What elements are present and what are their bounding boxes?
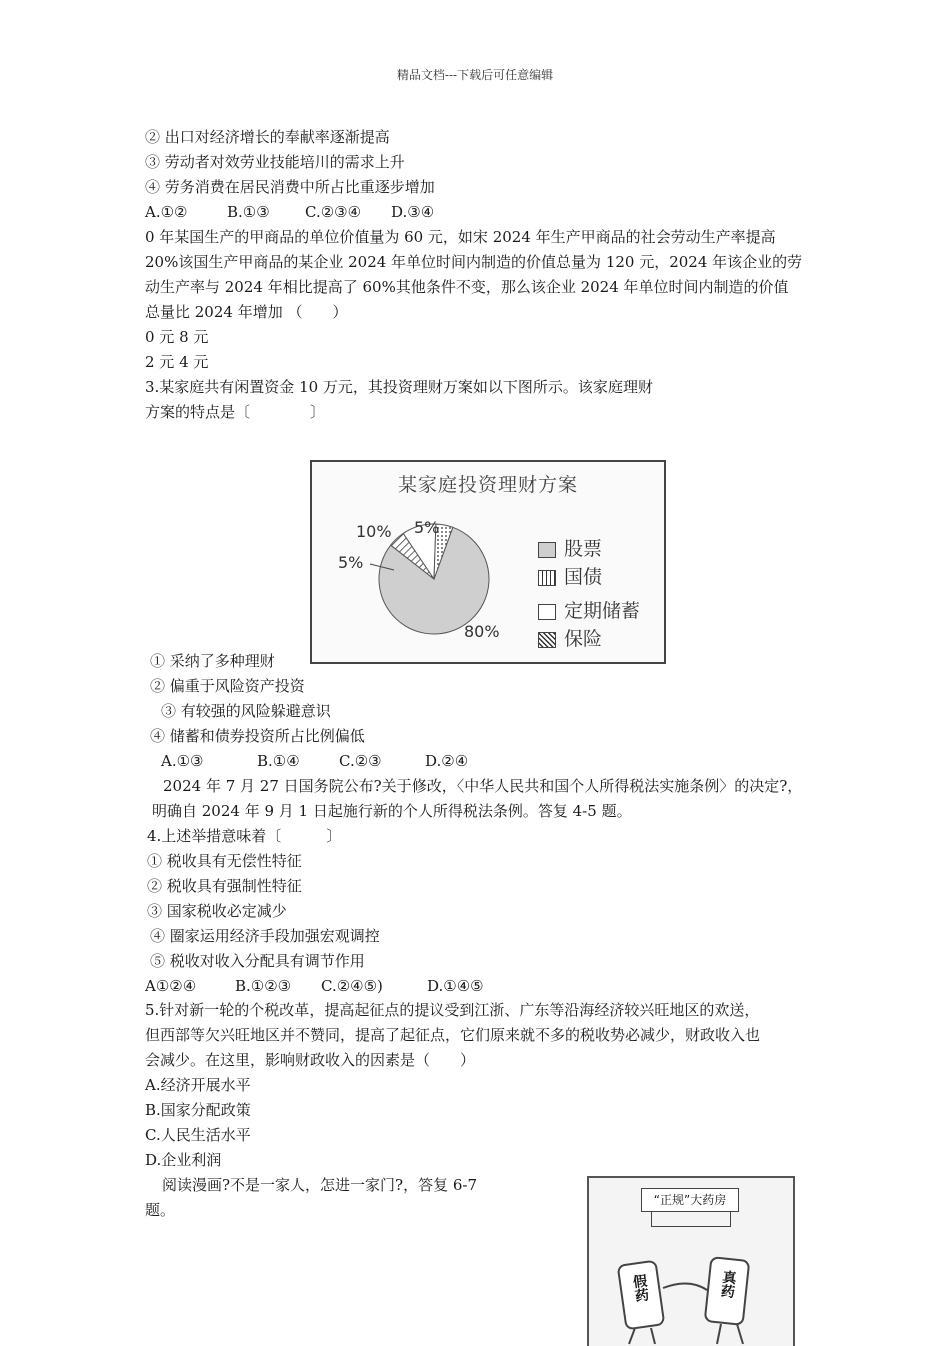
cartoon-intro-line-2: 题。 [145, 1201, 176, 1219]
q5-text-line-1: 5.针对新一轮的个税改革，提高起征点的提议受到江浙、广东等沿海经济较兴旺地区的欢送， [145, 1001, 760, 1019]
statement-4: ④ 劳务消费在居民消费中所占比重逐步增加 [145, 178, 435, 196]
page-header: 精品文档---下载后可任意编辑 [396, 68, 554, 82]
q2-options-2: 2 元 4 元 [145, 353, 209, 371]
q2-text-line-1: 0 年某国生产的甲商品的单位价值量为 60 元，如宋 2024 年生产甲商品的社会劳动生产率提高 [145, 228, 776, 246]
q5-option-c: C.人民生活水平 [145, 1126, 251, 1144]
option-b: B.①②③ [235, 977, 292, 995]
q3-text-line-1: 3.某家庭共有闲置资金 10 万元，其投资理财万案如以下图所示。该家庭理财 [145, 378, 653, 396]
option-d: D.①④⑤ [427, 977, 484, 995]
q4-options [145, 976, 484, 996]
option-d: D.③④ [391, 203, 435, 221]
q3-statement-3: ③ 有较强的风险躲避意识 [161, 702, 331, 720]
q4-statement-1: ① 税收具有无偿性特征 [147, 852, 302, 870]
passage-line-1: 2024 年 7 月 27 日国务院公布?关于修改，〈中华人民共和国个人所得税法实施条例〉的决定?， [163, 777, 803, 795]
q2-text-line-4: 总量比 2024 年增加 （ ） [145, 303, 348, 321]
q5-option-d: D.企业利润 [145, 1151, 222, 1169]
option-a: A.①③ [161, 752, 204, 770]
cartoon-drawing [589, 1178, 793, 1346]
option-c: C.②③ [339, 752, 382, 770]
legend-label-stocks: 股票 [564, 538, 603, 560]
option-b: B.①③ [227, 203, 270, 221]
option-d: D.②④ [425, 752, 469, 770]
q3-options [161, 751, 468, 771]
q2-options-1: 0 元 8 元 [145, 328, 209, 346]
legend-stocks [538, 534, 602, 561]
legend-label-bonds: 国债 [564, 566, 603, 588]
q3-statement-2: ② 偏重于风险资产投资 [150, 677, 305, 695]
pharmacy-sign: “正规”大药房 [641, 1188, 739, 1212]
option-c: C.②④⑤) [321, 977, 383, 995]
label-10-percent: 10% [356, 522, 392, 541]
fake-medicine-label: 假药 [630, 1273, 650, 1304]
q5-option-a: A.经济开展水平 [145, 1076, 251, 1094]
option-a: A①②④ [145, 977, 197, 995]
legend-swatch-insurance [538, 632, 556, 648]
real-medicine-label: 真药 [718, 1269, 738, 1299]
legend-swatch-stocks [538, 542, 556, 558]
legend-label-deposits: 定期储蓄 [564, 600, 641, 622]
legend-deposits [538, 596, 640, 623]
q4-stem: 4.上述举措意味着〔 〕 [147, 827, 342, 845]
legend-label-insurance: 保险 [564, 628, 603, 650]
label-5-percent-left: 5% [338, 553, 364, 572]
label-80-percent: 80% [464, 622, 500, 641]
q3-statement-4: ④ 储蓄和债券投资所占比例偏低 [150, 727, 365, 745]
q3-text-line-2: 方案的特点是〔 〕 [145, 403, 326, 421]
q4-statement-3: ③ 国家税收必定减少 [147, 902, 287, 920]
q1-options [145, 202, 434, 222]
legend-swatch-deposits [538, 604, 556, 620]
statement-3: ③ 劳动者对效劳业技能培川的需求上升 [145, 153, 405, 171]
option-a: A.①② [145, 203, 188, 221]
pie-chart-figure [310, 460, 666, 664]
chart-title: 某家庭投资理财方案 [397, 474, 578, 496]
q4-statement-5: ⑤ 税收对收入分配具有调节作用 [150, 952, 365, 970]
q2-text-line-3: 动生产率与 2024 年相比提高了 60%其他条件不变，那么该企业 2024 年单位时间内制造的价值 [145, 278, 789, 296]
q5-text-line-2: 但西部等欠兴旺地区并不赞同，提高了起征点，它们原来就不多的税收势必减少，财政收入也 [145, 1026, 761, 1044]
legend-bonds [538, 562, 602, 589]
q3-statement-1: ① 采纳了多种理财 [150, 652, 275, 670]
legend-insurance [538, 624, 602, 651]
legend-swatch-bonds [538, 570, 556, 586]
q4-statement-2: ② 税收具有强制性特征 [147, 877, 302, 895]
option-c: C.②③④ [305, 203, 362, 221]
cartoon-intro-line-1: 阅读漫画?不是一家人，怎进一家门?，答复 6-7 [162, 1176, 478, 1194]
label-5-percent-top: 5% [414, 518, 440, 537]
q5-option-b: B.国家分配政策 [145, 1101, 251, 1119]
option-b: B.①④ [257, 752, 300, 770]
statement-2: ② 出口对经济增长的奉献率逐渐提高 [145, 128, 390, 146]
q4-statement-4: ④ 圈家运用经济手段加强宏观调控 [150, 927, 380, 945]
passage-line-2: 明确自 2024 年 9 月 1 日起施行新的个人所得税法条例。答复 4-5 题。 [152, 802, 632, 820]
q5-text-line-3: 会减少。在这里，影响财政收入的因素是（ ） [145, 1051, 476, 1069]
q2-text-line-2: 20%该国生产甲商品的某企业 2024 年单位时间内制造的价值总量为 120 元，2024 年该企业的劳 [145, 253, 803, 271]
cartoon-image [587, 1176, 795, 1346]
